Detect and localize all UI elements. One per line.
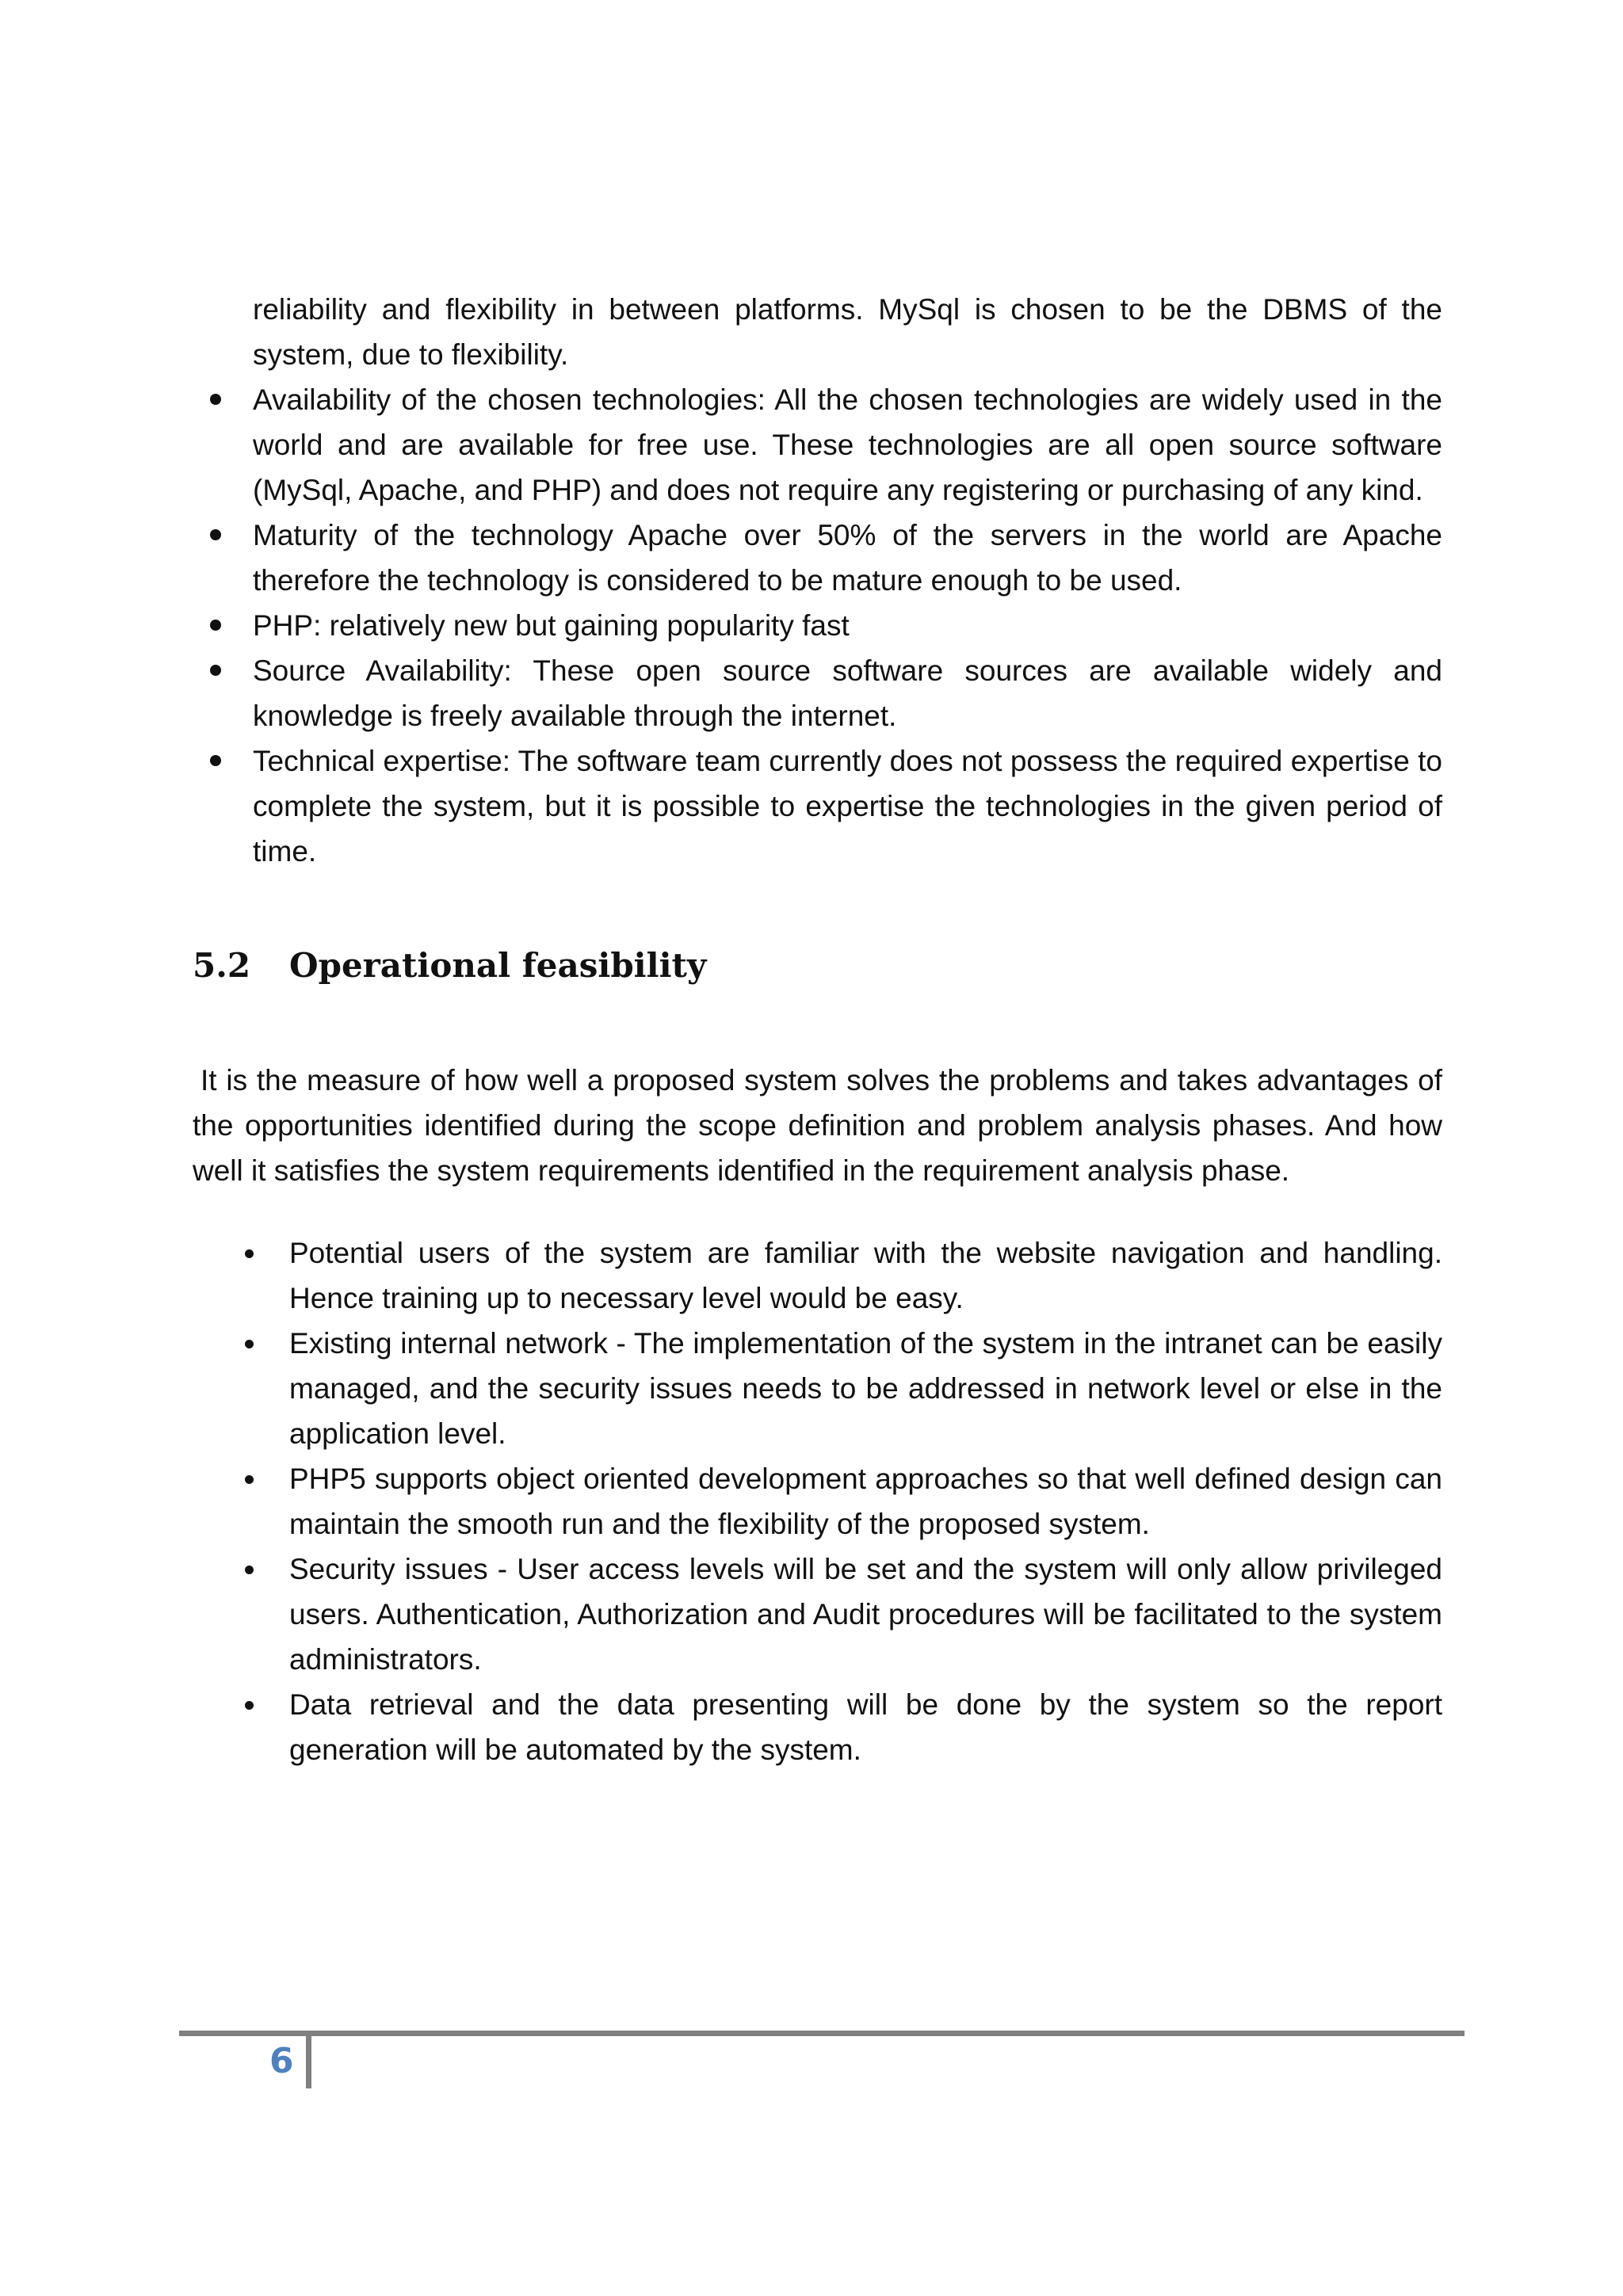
section-paragraph: It is the measure of how well a proposed system solves the problems and takes advantages of the opportunities identified during the scope definition and problem analysis phases. And how well it satisfies the system requirements identified in the requirement analysis phase. <box>193 1064 1442 1187</box>
list-item: Data retrieval and the data presenting will be done by the system so the report generation will be automated by the system. <box>193 1682 1442 1772</box>
list-item: Potential users of the system are familiar with the website navigation and handling. Hence training up to necessary level would be easy. <box>193 1230 1442 1321</box>
list-item: Existing internal network - The implementation of the system in the intranet can be easily managed, and the security issues needs to be addressed in network level or else in the application level. <box>193 1321 1442 1456</box>
list-item: Maturity of the technology Apache over 50% of the servers in the world are Apache therefore the technology is considered to be mature enough to be used. <box>193 513 1442 603</box>
section-title: Operational feasibility <box>289 946 707 985</box>
section-number: 5.2 <box>193 946 251 985</box>
footer-divider <box>306 2031 311 2088</box>
section-heading <box>193 942 1442 990</box>
list-item: PHP: relatively new but gaining popularity fast <box>193 603 1442 648</box>
page-number: 6 <box>269 2041 294 2081</box>
list-item: PHP5 supports object oriented development approaches so that well defined design can maintain the smooth run and the flexibility of the proposed system. <box>193 1456 1442 1547</box>
footer-rule <box>179 2031 1465 2036</box>
list-item: Security issues - User access levels will be set and the system will only allow privileged users. Authentication, Authorization and Audit procedures will be facilitated to the system administrators. <box>193 1547 1442 1682</box>
list-item: Availability of the chosen technologies: All the chosen technologies are widely used in the world and are available for free use. These technologies are all open source software (MySql, Apache, and PHP) and does not require any registering or purchasing of any kind. <box>193 377 1442 513</box>
list-item: reliability and flexibility in between platforms. MySql is chosen to be the DBMS of the system, due to flexibility. <box>253 293 1442 371</box>
list-item: Technical expertise: The software team currently does not possess the required expertise to complete the system, but it is possible to expertise the technologies in the given period of time. <box>193 738 1442 874</box>
operational-feasibility-list <box>193 1230 1442 1772</box>
list-item: Source Availability: These open source software sources are available widely and knowledge is freely available through the internet. <box>193 648 1442 738</box>
technical-feasibility-list <box>193 287 1442 874</box>
page-content <box>193 287 1442 1772</box>
